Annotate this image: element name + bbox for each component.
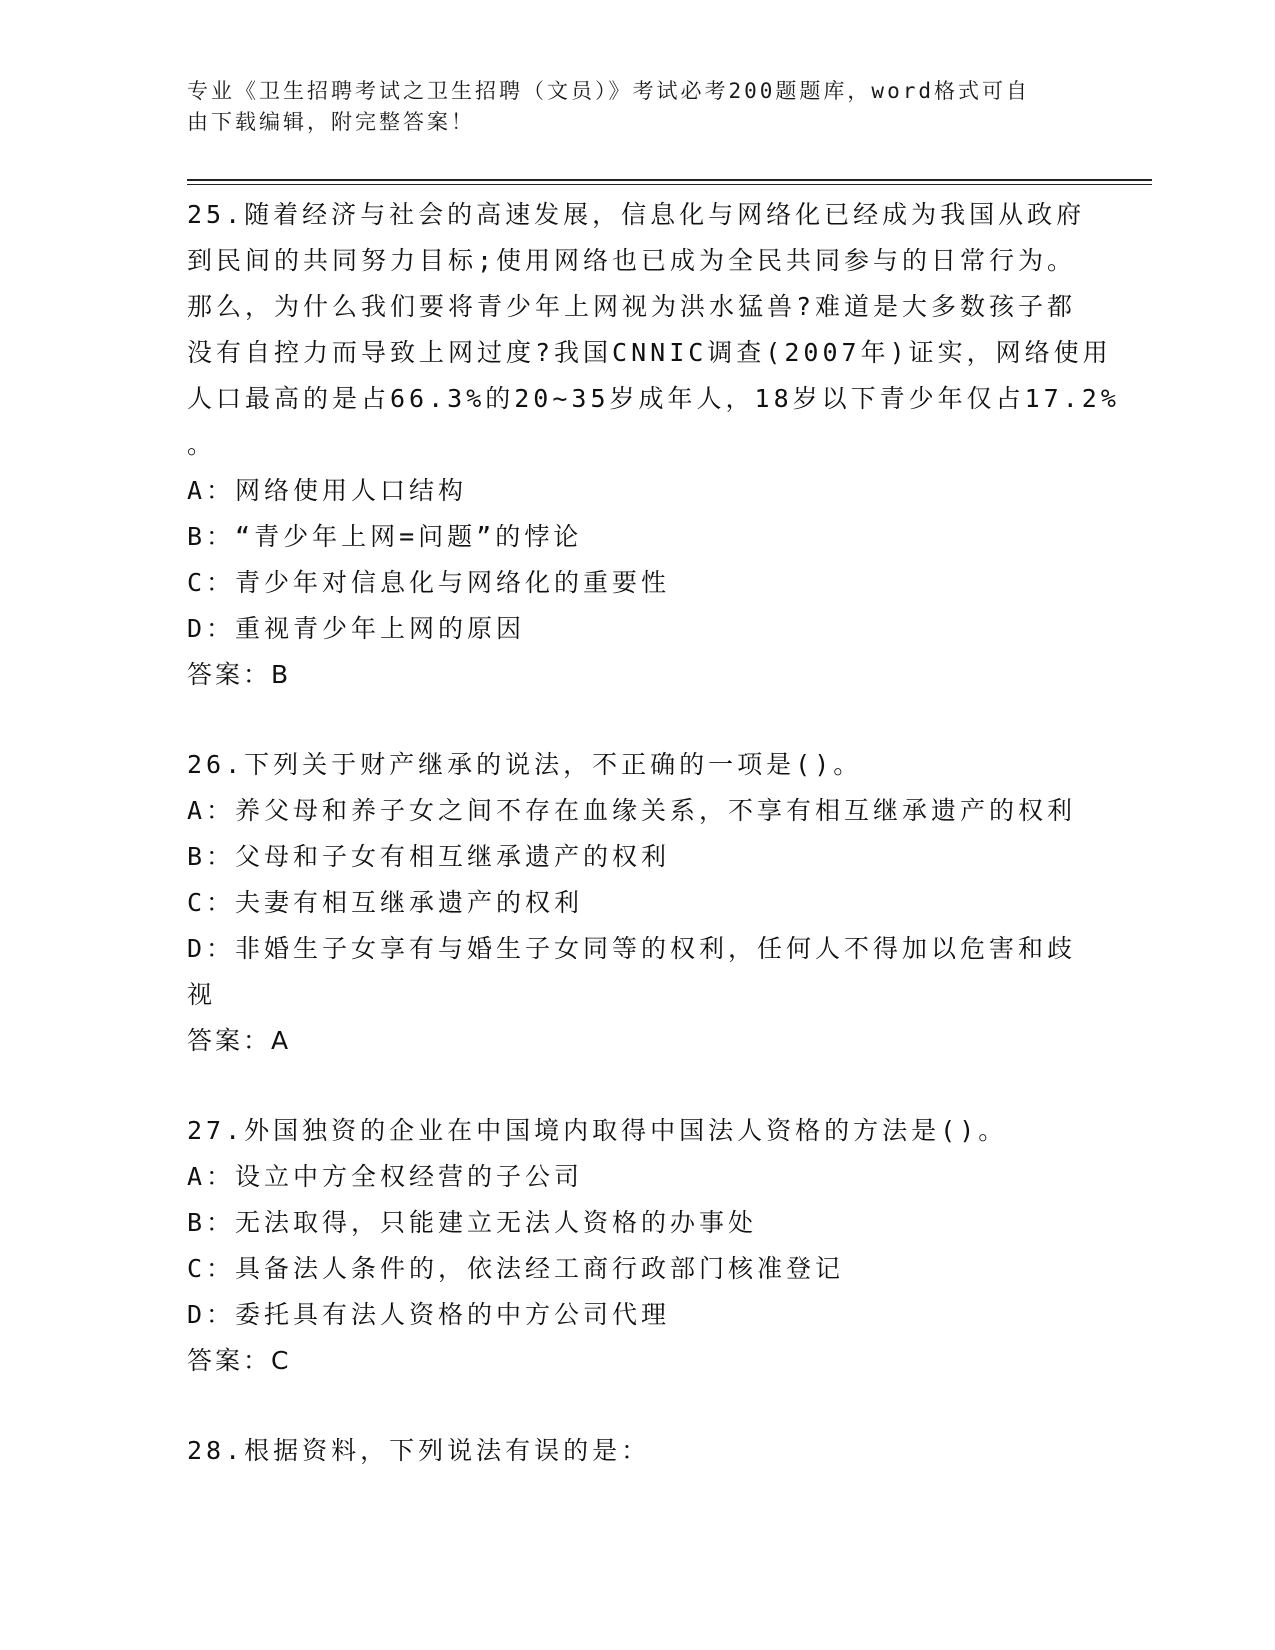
header-line-1: 专业《卫生招聘考试之卫生招聘（文员）》考试必考200题题库，word格式可自 (187, 79, 1030, 103)
answer-option: C：具备法人条件的，依法经工商行政部门核准登记 (187, 1254, 845, 1283)
header-divider-thick (187, 179, 1152, 181)
question-list (187, 192, 1120, 1474)
answer-option: A：网络使用人口结构 (187, 476, 468, 505)
answer-key: 答案：A (187, 1026, 292, 1055)
question-stem-line: 。 (187, 430, 217, 459)
question-stem-line: 27.外国独资的企业在中国境内取得中国法人资格的方法是()。 (187, 1116, 1008, 1145)
answer-option: D：非婚生子女享有与婚生子女同等的权利，任何人不得加以危害和歧 (187, 934, 1077, 963)
question-stem-line: 人口最高的是占66.3%的20~35岁成年人，18岁以下青少年仅占17.2% (187, 384, 1120, 413)
question-stem-line: 到民间的共同努力目标;使用网络也已成为全民共同参与的日常行为。 (187, 246, 1077, 275)
question-stem-line: 那么，为什么我们要将青少年上网视为洪水猛兽?难道是大多数孩子都 (187, 292, 1077, 321)
answer-option: A：养父母和养子女之间不存在血缘关系，不享有相互继承遗产的权利 (187, 796, 1077, 825)
document-header (187, 76, 1067, 138)
question-block (187, 192, 1120, 698)
answer-option: B：“青少年上网=问题”的悖论 (187, 522, 583, 551)
question-stem-line: 25.随着经济与社会的高速发展，信息化与网络化已经成为我国从政府 (187, 200, 1086, 229)
answer-key: 答案：B (187, 660, 292, 689)
answer-option: C：青少年对信息化与网络化的重要性 (187, 568, 671, 597)
question-block (187, 1108, 1087, 1384)
question-stem-line: 没有自控力而导致上网过度?我国CNNIC调查(2007年)证实，网络使用 (187, 338, 1112, 367)
header-line-2: 由下载编辑，附完整答案！ (187, 110, 475, 134)
answer-option: B：父母和子女有相互继承遗产的权利 (187, 842, 671, 871)
header-divider-thin (187, 184, 1152, 185)
answer-option: A：设立中方全权经营的子公司 (187, 1162, 584, 1191)
question-stem-line: 26.下列关于财产继承的说法，不正确的一项是()。 (187, 750, 863, 779)
answer-option: C：夫妻有相互继承遗产的权利 (187, 888, 584, 917)
answer-key: 答案：C (187, 1346, 292, 1375)
question-stem-line: 28.根据资料，下列说法有误的是： (187, 1436, 651, 1465)
answer-option: 视 (187, 980, 217, 1009)
question-block (187, 1428, 1087, 1474)
answer-option: D：重视青少年上网的原因 (187, 614, 526, 643)
answer-option: B：无法取得，只能建立无法人资格的办事处 (187, 1208, 758, 1237)
question-block (187, 742, 1087, 1064)
answer-option: D：委托具有法人资格的中方公司代理 (187, 1300, 671, 1329)
